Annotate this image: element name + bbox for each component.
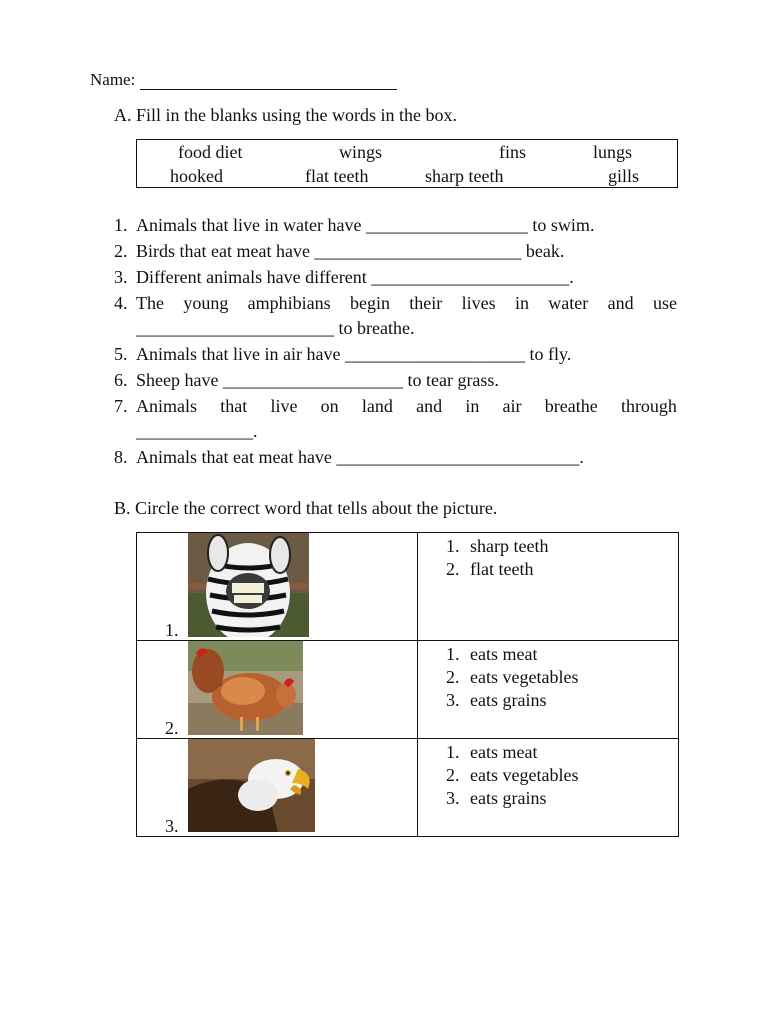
table-row xyxy=(137,641,679,739)
question-text: _____________. xyxy=(136,421,258,441)
picture-number: 3. xyxy=(165,816,179,836)
picture-table xyxy=(136,532,679,837)
question-text: Animals that live in air have ____________________ to fly. xyxy=(136,344,572,364)
section-a-title: A. Fill in the blanks using the words in the box. xyxy=(114,105,457,125)
options-cell xyxy=(418,641,679,739)
option-item[interactable]: 3. eats grains xyxy=(446,788,547,808)
word-box-word: lungs xyxy=(593,142,633,162)
word-box-word: fins xyxy=(499,142,526,162)
word-box-word: hooked xyxy=(170,166,223,186)
option-item[interactable]: 3. eats grains xyxy=(446,690,547,710)
word-box-word: food diet xyxy=(178,142,243,162)
question-text: Animals that live in water have __________________ to swim. xyxy=(136,215,595,235)
question-7: 7. Animals that live on land and in air breathe through _____________. xyxy=(114,396,677,441)
picture-number: 2. xyxy=(165,718,179,738)
name-blank-line[interactable] xyxy=(140,89,397,90)
picture-number: 1. xyxy=(165,620,179,640)
chicken-photo xyxy=(188,641,303,735)
option-item[interactable]: 2. flat teeth xyxy=(446,559,534,579)
word-box-word: flat teeth xyxy=(305,166,369,186)
options-cell xyxy=(418,739,679,837)
picture-cell xyxy=(137,533,418,641)
options-cell xyxy=(418,533,679,641)
word-box-word: wings xyxy=(339,142,383,162)
table-row xyxy=(137,533,679,641)
name-label: Name: xyxy=(90,70,136,89)
question-text: Animals that eat meat have ___________________________. xyxy=(136,447,584,467)
question-text: Different animals have different ______________________. xyxy=(136,267,574,287)
word-box-word: gills xyxy=(608,166,640,186)
option-item[interactable]: 1. eats meat xyxy=(446,644,538,664)
word-box xyxy=(136,139,678,188)
question-4: 4. The young amphibians begin their lives in water and use ______________________ to breathe. xyxy=(114,293,677,338)
question-text: Birds that eat meat have _______________________ beak. xyxy=(136,241,565,261)
table-row xyxy=(137,739,679,837)
picture-cell xyxy=(137,739,418,837)
word-box-word: sharp teeth xyxy=(425,166,504,186)
option-item[interactable]: 1. eats meat xyxy=(446,742,538,762)
option-item[interactable]: 1. sharp teeth xyxy=(446,536,549,556)
option-item[interactable]: 2. eats vegetables xyxy=(446,765,579,785)
section-b-title: B. Circle the correct word that tells about the picture. xyxy=(114,498,498,518)
eagle-photo xyxy=(188,739,315,832)
question-text: Sheep have ____________________ to tear grass. xyxy=(136,370,499,390)
option-item[interactable]: 2. eats vegetables xyxy=(446,667,579,687)
picture-cell xyxy=(137,641,418,739)
question-text: ______________________ to breathe. xyxy=(136,318,415,338)
zebra-photo xyxy=(188,533,309,637)
